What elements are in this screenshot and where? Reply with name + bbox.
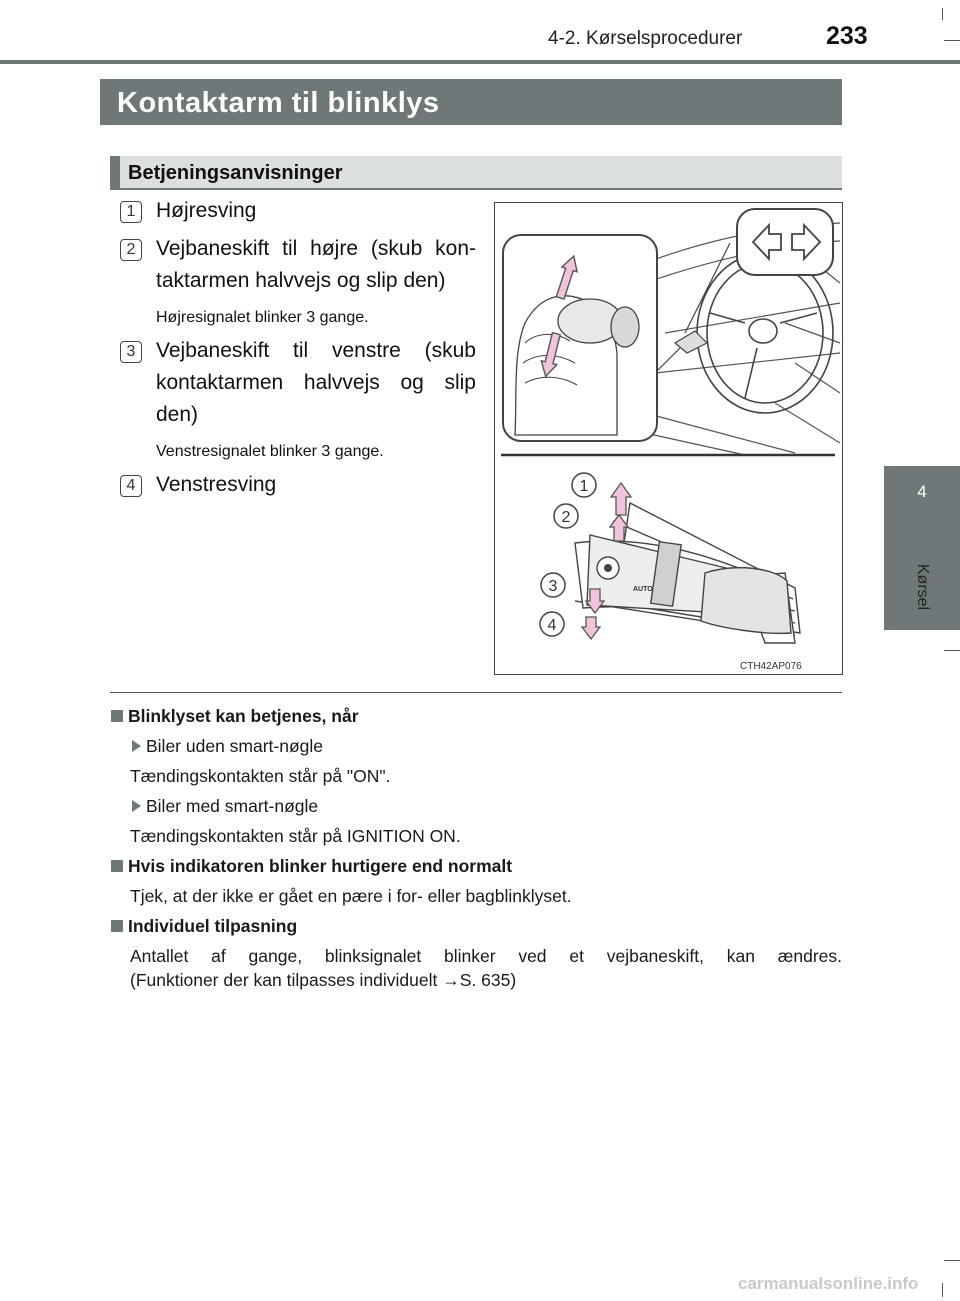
crop-mark [942,8,943,20]
item-note: Højresignalet blinker 3 gange. [156,309,369,326]
page-title: Kontaktarm til blinklys [117,87,440,119]
list-item [110,233,476,329]
callout-2: 2 [561,509,571,526]
crop-mark [942,1283,943,1297]
item-note: Venstresignalet blinker 3 gange. [156,443,384,460]
callout-4: 4 [547,617,557,634]
note-case: Biler med smart-nøgle [110,794,842,818]
note-line: (Funktioner der kan tilpasses individuelt →S. 635) [130,970,517,990]
note-heading: Blinklyset kan betjenes, når [110,704,842,728]
page-header [0,0,960,66]
header-rule [0,60,960,64]
note-heading: Individuel tilpasning [110,914,842,938]
page-title-bar [100,79,842,125]
note-text: Tjek, at der ikke er gået en pære i for- eller bagblinklyset. [130,886,572,906]
auto-label: AUTO [633,586,653,593]
hand-zoom-bubble [503,235,657,441]
note-heading: Hvis indikatoren blinker hurtigere end normalt [110,854,842,878]
arrow-indicator-bubble [737,209,833,275]
note-text: Tændingskontakten står på IGNITION ON. [130,826,461,846]
list-item [110,335,476,463]
section-title: 4-2. Kørselsprocedurer [548,28,743,49]
note-line: Antallet af gange, blinksignalet blinker ved et vejbaneskift, kan ændres. [130,946,842,966]
arrow-1-icon [611,483,631,515]
notes-section [110,704,842,998]
instruction-list [110,195,476,501]
item-text: Højresving [156,199,257,222]
list-item [110,195,476,227]
stalk-detail [575,503,800,643]
item-number-badge: 2 [120,239,142,261]
arrow-4-icon [582,617,600,639]
chapter-number: 4 [917,482,927,501]
section-divider [110,692,842,693]
item-number-badge: 3 [120,341,142,363]
chapter-label: Kørsel [914,563,931,611]
crop-mark [944,40,960,41]
item-number-badge: 1 [120,201,142,223]
page-number: 233 [826,22,868,50]
illustration-svg [495,203,843,675]
light-icon [604,564,612,572]
note-text: Tændingskontakten står på "ON". [130,766,391,786]
figure-code: CTH42AP076 [740,661,802,672]
callout-1: 1 [579,478,589,495]
item-text: Vejbaneskift til venstre (skub kontaktarmen halvvejs og slip den) [156,339,476,426]
item-text: Venstresving [156,473,277,496]
note-case: Biler uden smart-nøgle [110,734,842,758]
crop-mark [944,650,960,651]
subtitle-bar [110,156,842,190]
item-text: Vejbaneskift til højre (skub kon-taktarmen halvvejs og slip den) [156,237,476,292]
turn-signal-illustration [494,202,843,675]
callout-3: 3 [548,578,558,595]
item-number-badge: 4 [120,475,142,497]
watermark: carmanualsonline.info [738,1274,919,1293]
list-item [110,469,476,501]
subtitle: Betjeningsanvisninger [128,162,343,184]
crop-mark [944,1260,960,1261]
note-text [110,944,842,992]
